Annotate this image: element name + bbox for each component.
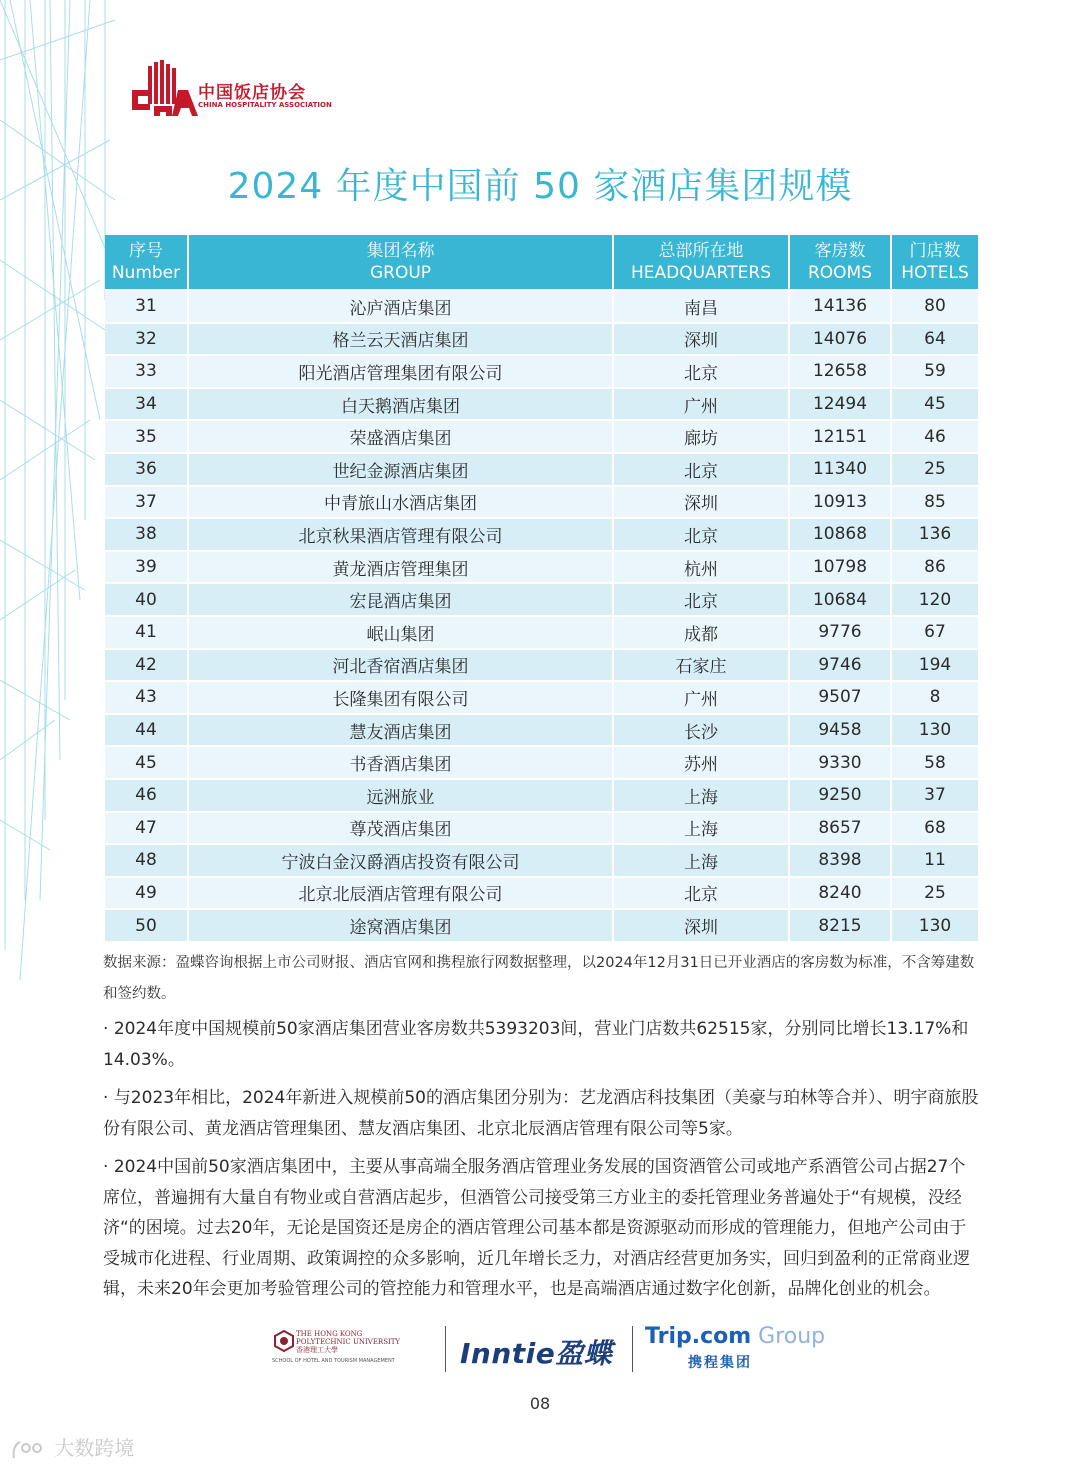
cell-number: 42 bbox=[105, 650, 187, 683]
cell-headquarters: 广州 bbox=[614, 682, 788, 715]
cell-group: 中青旅山水酒店集团 bbox=[189, 487, 612, 520]
cell-group: 宁波白金汉爵酒店投资有限公司 bbox=[189, 845, 612, 878]
cell-number: 47 bbox=[105, 813, 187, 846]
cell-group: 北京北辰酒店管理有限公司 bbox=[189, 878, 612, 911]
decorative-wireframe bbox=[0, 0, 120, 1000]
cell-hotels: 58 bbox=[892, 747, 978, 780]
cell-group: 长隆集团有限公司 bbox=[189, 682, 612, 715]
cell-headquarters: 广州 bbox=[614, 389, 788, 422]
cell-number: 43 bbox=[105, 682, 187, 715]
table-row bbox=[105, 878, 978, 911]
cell-group: 远洲旅业 bbox=[189, 780, 612, 813]
cell-headquarters: 苏州 bbox=[614, 747, 788, 780]
watermark-logo-icon bbox=[10, 1438, 48, 1462]
cell-hotels: 86 bbox=[892, 552, 978, 585]
watermark: 大数跨境 bbox=[10, 1432, 134, 1462]
cha-logo-mark bbox=[130, 60, 200, 116]
cell-number: 49 bbox=[105, 878, 187, 911]
header-headquarters: 总部所在地 HEADQUARTERS bbox=[614, 235, 788, 291]
cell-hotels: 120 bbox=[892, 584, 978, 617]
cell-headquarters: 杭州 bbox=[614, 552, 788, 585]
cell-hotels: 11 bbox=[892, 845, 978, 878]
page-number: 08 bbox=[529, 1394, 551, 1413]
cell-headquarters: 深圳 bbox=[614, 910, 788, 943]
cell-headquarters: 石家庄 bbox=[614, 650, 788, 683]
table-body bbox=[105, 291, 978, 943]
cell-number: 39 bbox=[105, 552, 187, 585]
cell-headquarters: 深圳 bbox=[614, 324, 788, 357]
table-header-row bbox=[105, 235, 978, 291]
cell-rooms: 14136 bbox=[790, 291, 890, 324]
table-row bbox=[105, 552, 978, 585]
cell-group: 白天鹅酒店集团 bbox=[189, 389, 612, 422]
table-row bbox=[105, 519, 978, 552]
cell-rooms: 8215 bbox=[790, 910, 890, 943]
polyu-name: THE HONG KONG POLYTECHNIC UNIVERSITY 香港理工大學 bbox=[296, 1330, 401, 1354]
trip-com-chinese-name: 携程集团 bbox=[688, 1355, 752, 1371]
finding-3: · 2024中国前50家酒店集团中，主要从事高端全服务酒店管理业务发展的国资酒管公司或地产系酒管公司占据27个席位，普遍拥有大量自有物业或自营酒店起步，但酒管公司接受第三方业主的委托管理业务普遍处于“有规模，没经济“的困境。过去20年，无论是国资还是房企的酒店管理公司基本都是资源驱动而形成的管理能力，但地产公司由于受城市化进程、行业周期、政策调控的众多影响，近几年增长乏力，对酒店经营更加务实，回归到盈利的正常商业逻辑，未来20年会更加考验管理公司的管控能力和管理水平，也是高端酒店通过数字化创新，品牌化创业的机会。 bbox=[103, 1152, 979, 1305]
cell-group: 荣盛酒店集团 bbox=[189, 421, 612, 454]
table-row bbox=[105, 291, 978, 324]
cell-rooms: 10913 bbox=[790, 487, 890, 520]
cell-headquarters: 北京 bbox=[614, 584, 788, 617]
cell-group: 宏昆酒店集团 bbox=[189, 584, 612, 617]
cell-group: 书香酒店集团 bbox=[189, 747, 612, 780]
cell-headquarters: 上海 bbox=[614, 813, 788, 846]
cell-rooms: 8398 bbox=[790, 845, 890, 878]
key-findings bbox=[103, 1014, 979, 1313]
cell-headquarters: 廊坊 bbox=[614, 421, 788, 454]
cell-group: 尊茂酒店集团 bbox=[189, 813, 612, 846]
cell-rooms: 10684 bbox=[790, 584, 890, 617]
cell-group: 黄龙酒店管理集团 bbox=[189, 552, 612, 585]
footer-divider bbox=[445, 1326, 446, 1372]
cell-hotels: 25 bbox=[892, 878, 978, 911]
cell-rooms: 12494 bbox=[790, 389, 890, 422]
cell-rooms: 9250 bbox=[790, 780, 890, 813]
polyu-emblem-icon bbox=[274, 1330, 294, 1352]
table-row bbox=[105, 910, 978, 943]
cell-number: 40 bbox=[105, 584, 187, 617]
cell-group: 途窝酒店集团 bbox=[189, 910, 612, 943]
logo-english-name: CHINA HOSPITALITY ASSOCIATION bbox=[198, 101, 332, 109]
cell-hotels: 136 bbox=[892, 519, 978, 552]
inntie-logo: Inntie盈蝶 bbox=[460, 1337, 613, 1370]
table-row bbox=[105, 454, 978, 487]
cell-number: 38 bbox=[105, 519, 187, 552]
cell-headquarters: 北京 bbox=[614, 519, 788, 552]
hotel-group-ranking-table bbox=[103, 235, 980, 943]
table-row bbox=[105, 324, 978, 357]
cell-headquarters: 南昌 bbox=[614, 291, 788, 324]
polyu-logo bbox=[270, 1328, 430, 1372]
cell-number: 32 bbox=[105, 324, 187, 357]
finding-1: · 2024年度中国规模前50家酒店集团营业客房数共5393203间，营业门店数共62515家，分别同比增长13.17%和14.03%。 bbox=[103, 1014, 979, 1075]
cell-group: 世纪金源酒店集团 bbox=[189, 454, 612, 487]
cell-rooms: 9776 bbox=[790, 617, 890, 650]
cell-group: 慧友酒店集团 bbox=[189, 715, 612, 748]
cell-headquarters: 北京 bbox=[614, 356, 788, 389]
table-row bbox=[105, 682, 978, 715]
cell-hotels: 68 bbox=[892, 813, 978, 846]
cell-rooms: 14076 bbox=[790, 324, 890, 357]
table-row bbox=[105, 389, 978, 422]
cell-rooms: 9507 bbox=[790, 682, 890, 715]
cell-rooms: 10868 bbox=[790, 519, 890, 552]
cell-number: 35 bbox=[105, 421, 187, 454]
cell-hotels: 37 bbox=[892, 780, 978, 813]
cell-rooms: 8657 bbox=[790, 813, 890, 846]
footer-divider bbox=[632, 1326, 633, 1372]
cell-group: 格兰云天酒店集团 bbox=[189, 324, 612, 357]
trip-com-logo: Trip.com Group bbox=[645, 1324, 826, 1349]
finding-2: · 与2023年相比，2024年新进入规模前50的酒店集团分别为：艺龙酒店科技集团（美豪与珀林等合并）、明宇商旅股份有限公司、黄龙酒店管理集团、慧友酒店集团、北京北辰酒店管理有限公司等5家。 bbox=[103, 1083, 979, 1144]
cell-rooms: 12151 bbox=[790, 421, 890, 454]
cell-number: 36 bbox=[105, 454, 187, 487]
cell-number: 37 bbox=[105, 487, 187, 520]
cell-hotels: 8 bbox=[892, 682, 978, 715]
header-rooms: 客房数 ROOMS bbox=[790, 235, 890, 291]
table-row bbox=[105, 747, 978, 780]
cell-number: 45 bbox=[105, 747, 187, 780]
table-row bbox=[105, 584, 978, 617]
cell-headquarters: 北京 bbox=[614, 878, 788, 911]
table-row bbox=[105, 617, 978, 650]
cell-number: 33 bbox=[105, 356, 187, 389]
table-row bbox=[105, 421, 978, 454]
header-number: 序号 Number bbox=[105, 235, 187, 291]
cell-rooms: 9330 bbox=[790, 747, 890, 780]
logo-chinese-name: 中国饭店协会 bbox=[198, 83, 306, 103]
cell-headquarters: 长沙 bbox=[614, 715, 788, 748]
cell-number: 44 bbox=[105, 715, 187, 748]
cell-hotels: 85 bbox=[892, 487, 978, 520]
table-row bbox=[105, 487, 978, 520]
polyu-school: SCHOOL OF HOTEL AND TOURISM MANAGEMENT bbox=[272, 1358, 395, 1364]
data-source-note: 数据来源：盈蝶咨询根据上市公司财报、酒店官网和携程旅行网数据整理，以2024年12月31日已开业酒店的客房数为标准，不含筹建数和签约数。 bbox=[103, 955, 975, 1002]
cell-headquarters: 上海 bbox=[614, 845, 788, 878]
cell-hotels: 45 bbox=[892, 389, 978, 422]
cell-hotels: 46 bbox=[892, 421, 978, 454]
cell-group: 岷山集团 bbox=[189, 617, 612, 650]
cell-group: 北京秋果酒店管理有限公司 bbox=[189, 519, 612, 552]
cell-hotels: 194 bbox=[892, 650, 978, 683]
cell-group: 河北香宿酒店集团 bbox=[189, 650, 612, 683]
cell-number: 50 bbox=[105, 910, 187, 943]
cell-hotels: 67 bbox=[892, 617, 978, 650]
cell-number: 31 bbox=[105, 291, 187, 324]
cell-group: 阳光酒店管理集团有限公司 bbox=[189, 356, 612, 389]
cell-rooms: 11340 bbox=[790, 454, 890, 487]
cell-headquarters: 深圳 bbox=[614, 487, 788, 520]
table-row bbox=[105, 715, 978, 748]
cell-headquarters: 上海 bbox=[614, 780, 788, 813]
cell-number: 46 bbox=[105, 780, 187, 813]
table-row bbox=[105, 780, 978, 813]
cell-number: 48 bbox=[105, 845, 187, 878]
cell-hotels: 59 bbox=[892, 356, 978, 389]
cell-hotels: 64 bbox=[892, 324, 978, 357]
header-group: 集团名称 GROUP bbox=[189, 235, 612, 291]
cell-hotels: 25 bbox=[892, 454, 978, 487]
table-row bbox=[105, 845, 978, 878]
cell-rooms: 12658 bbox=[790, 356, 890, 389]
table-row bbox=[105, 650, 978, 683]
cell-hotels: 130 bbox=[892, 910, 978, 943]
table-row bbox=[105, 813, 978, 846]
page-title: 2024 年度中国前 50 家酒店集团规模 bbox=[227, 166, 853, 207]
header-hotels: 门店数 HOTELS bbox=[892, 235, 978, 291]
cha-logo bbox=[130, 60, 350, 120]
cell-group: 沁庐酒店集团 bbox=[189, 291, 612, 324]
cell-headquarters: 成都 bbox=[614, 617, 788, 650]
cell-rooms: 8240 bbox=[790, 878, 890, 911]
cell-headquarters: 北京 bbox=[614, 454, 788, 487]
cell-hotels: 130 bbox=[892, 715, 978, 748]
cell-number: 41 bbox=[105, 617, 187, 650]
cell-hotels: 80 bbox=[892, 291, 978, 324]
table-row bbox=[105, 356, 978, 389]
cell-rooms: 9746 bbox=[790, 650, 890, 683]
partner-logos bbox=[270, 1322, 830, 1376]
cell-rooms: 10798 bbox=[790, 552, 890, 585]
cell-number: 34 bbox=[105, 389, 187, 422]
cell-rooms: 9458 bbox=[790, 715, 890, 748]
